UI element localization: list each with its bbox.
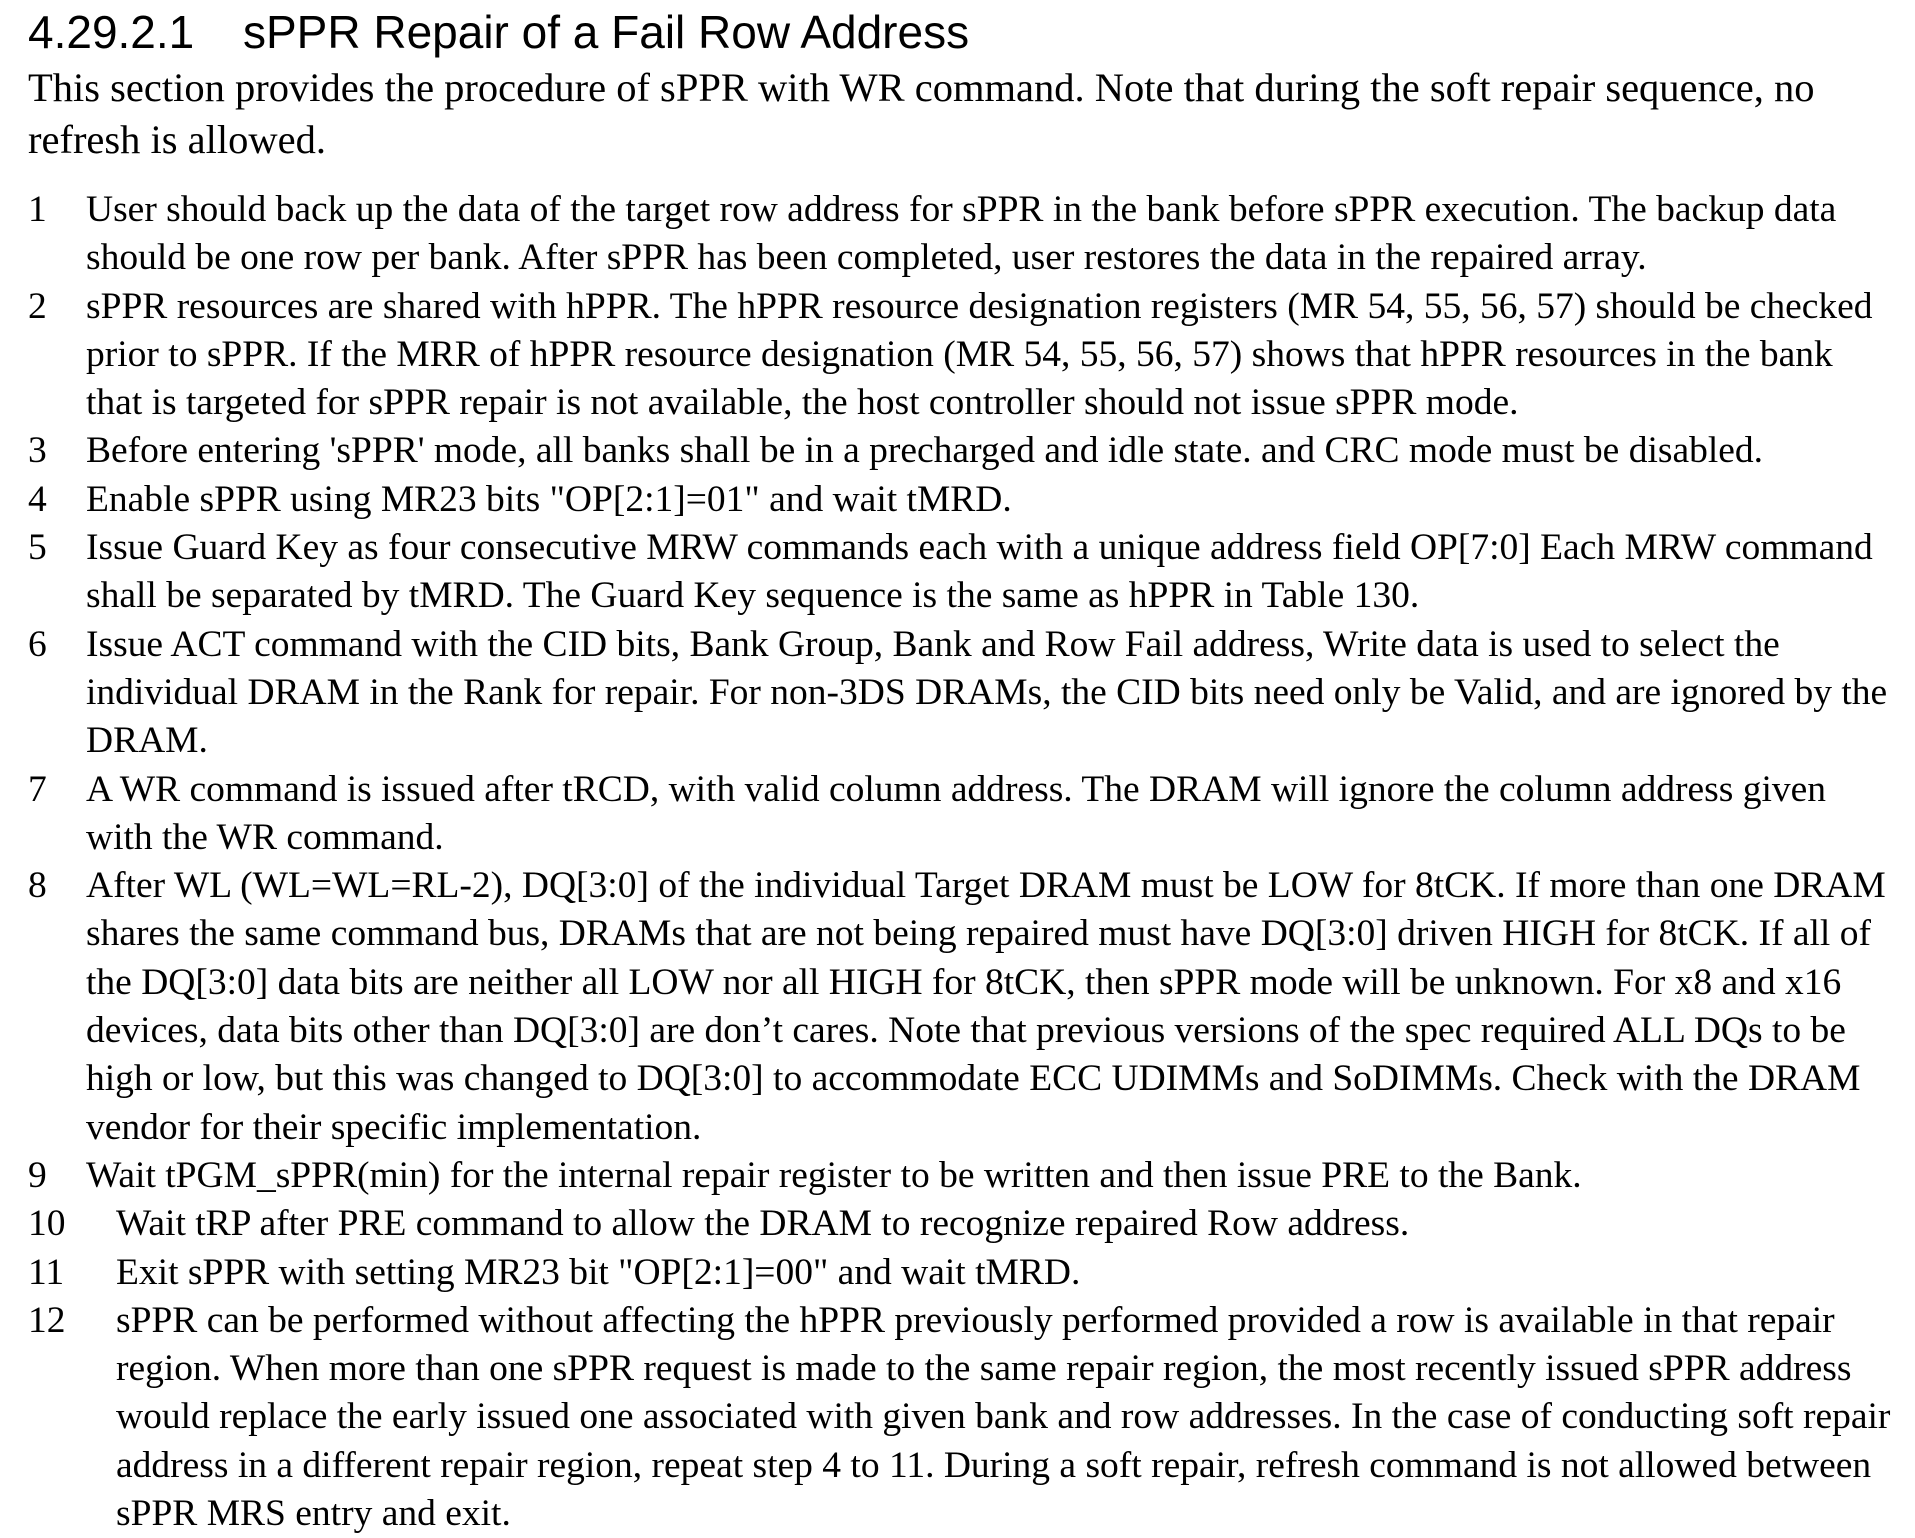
procedure-step (28, 186, 1898, 283)
step-number: 12 (28, 1299, 66, 1341)
step-text: Exit sPPR with setting MR23 bit "OP[2:1]=00" and wait tMRD. (116, 1251, 1081, 1293)
procedure-steps-list (28, 166, 1898, 1538)
step-number: 7 (28, 768, 47, 810)
step-text: Wait tPGM_sPPR(min) for the internal repair register to be written and then issue PRE to the Bank. (86, 1154, 1582, 1196)
procedure-step (28, 862, 1898, 1152)
step-number: 3 (28, 430, 47, 472)
procedure-step (28, 427, 1898, 475)
procedure-step (28, 766, 1898, 863)
procedure-step (28, 621, 1898, 766)
step-number: 5 (28, 527, 47, 569)
step-number: 1 (28, 189, 47, 230)
step-text: Enable sPPR using MR23 bits "OP[2:1]=01" and wait tMRD. (86, 478, 1012, 520)
step-text: After WL (WL=WL=RL-2), DQ[3:0] of the individual Target DRAM must be LOW for 8tCK. If more than one DRAM shares the same command bus, DRAMs that are not being repaired must have DQ[3:0] driven HIGH for 8tCK. If all of the DQ[3:0] data bits are neither all LOW nor all HIGH for 8tCK, then sPPR mode will be unknown. For x8 and x16 devices, data bits other than DQ[3:0] are don’t cares. Note that previous versions of the spec required ALL DQs to be high or low, but this was changed to DQ[3:0] to accommodate ECC UDIMMs and SoDIMMs. Check with the DRAM vendor for their specific implementation. (86, 865, 1886, 1148)
procedure-step (28, 1249, 1898, 1297)
step-number: 4 (28, 478, 47, 520)
step-text: sPPR can be performed without affecting the hPPR previously performed provided a row is available in that repair region. When more than one sPPR request is made to the same repair region, the most recently issued sPPR address would replace the early issued one associated with given bank and row addresses. In the case of conducting soft repair address in a different repair region, repeat step 4 to 11. During a soft repair, refresh command is not allowed between sPPR MRS entry and exit. (116, 1299, 1891, 1535)
section-heading (28, 0, 1898, 62)
procedure-step (28, 476, 1898, 524)
section-title: sPPR Repair of a Fail Row Address (243, 6, 970, 58)
section-number: 4.29.2.1 (28, 6, 195, 58)
step-text: sPPR resources are shared with hPPR. The hPPR resource designation registers (MR 54, 55, 56, 57) should be checked prior to sPPR. If the MRR of hPPR resource designation (MR 54, 55, 56, 57) shows that hPPR resources in the bank that is targeted for sPPR repair is not available, the host controller should not issue sPPR mode. (86, 285, 1873, 424)
step-text: User should back up the data of the target row address for sPPR in the bank before sPPR execution. The backup data should be one row per bank. After sPPR has been completed, user restores the data in the repaired array. (86, 189, 1837, 279)
procedure-step (28, 1152, 1898, 1200)
intro-paragraph: This section provides the procedure of sPPR with WR command. Note that during the soft repair sequence, no refresh is allowed. (28, 65, 1815, 162)
step-text: A WR command is issued after tRCD, with valid column address. The DRAM will ignore the column address given with the WR command. (86, 768, 1827, 858)
step-text: Issue Guard Key as four consecutive MRW commands each with a unique address field OP[7:0] Each MRW command shall be separated by tMRD. The Guard Key sequence is the same as hPPR in Table 130. (86, 527, 1873, 617)
step-number: 6 (28, 623, 47, 665)
step-number: 9 (28, 1154, 47, 1196)
document-page (28, 0, 1898, 1538)
step-text: Issue ACT command with the CID bits, Bank Group, Bank and Row Fail address, Write data is used to select the individual DRAM in the Rank for repair. For non-3DS DRAMs, the CID bits need only be Valid, and are ignored by the DRAM. (86, 623, 1888, 762)
step-text: Wait tRP after PRE command to allow the DRAM to recognize repaired Row address. (116, 1203, 1410, 1245)
step-number: 2 (28, 285, 47, 327)
step-text: Before entering 'sPPR' mode, all banks shall be in a precharged and idle state. and CRC mode must be disabled. (86, 430, 1764, 472)
step-number: 10 (28, 1203, 66, 1245)
procedure-step (28, 1200, 1898, 1248)
procedure-step (28, 283, 1898, 428)
step-number: 8 (28, 865, 47, 907)
procedure-step (28, 524, 1898, 621)
procedure-step (28, 1297, 1898, 1538)
step-number: 11 (28, 1251, 65, 1293)
